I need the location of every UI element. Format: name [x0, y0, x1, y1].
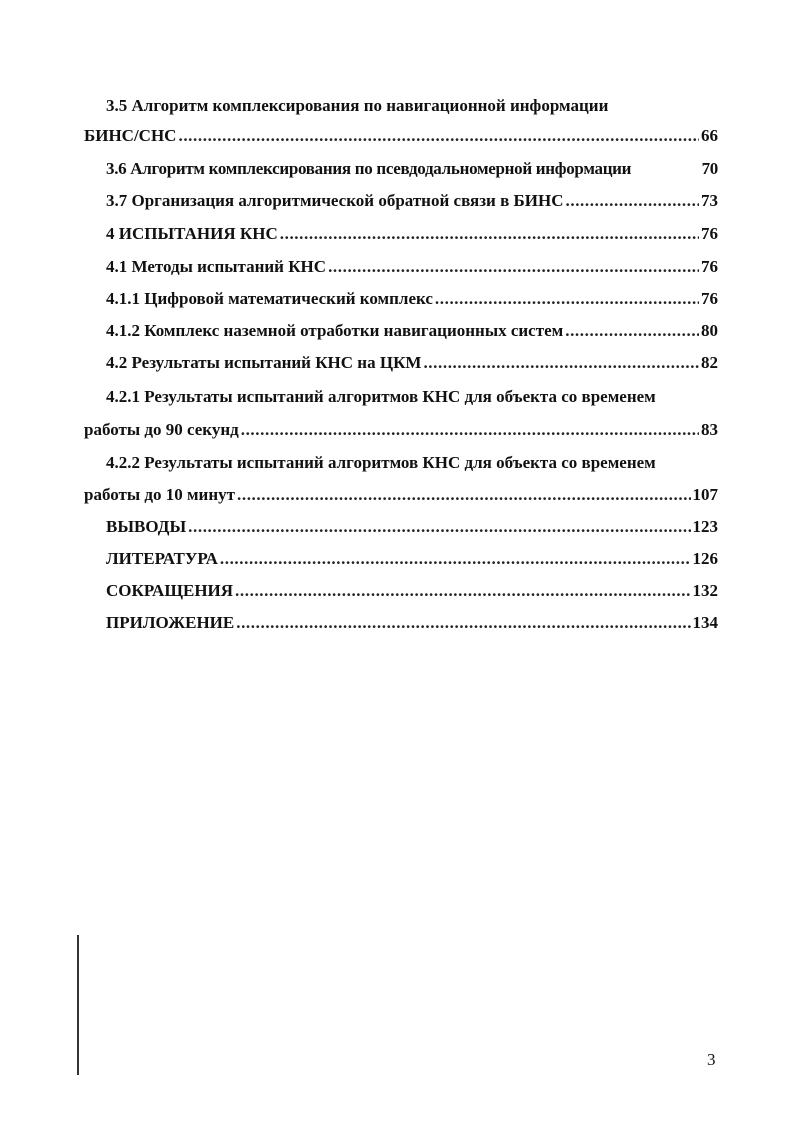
toc-entry-page: 83 — [701, 420, 718, 439]
toc-leader-dots — [423, 352, 699, 374]
toc-entry-conclusions — [106, 516, 718, 538]
toc-entry-appendix — [106, 612, 718, 634]
toc-entry-page: 123 — [692, 517, 718, 536]
toc-entry-text: ПРИЛОЖЕНИЕ — [106, 613, 235, 632]
toc-entry-page: 126 — [692, 549, 718, 568]
toc-entry-3-5-cont — [84, 125, 718, 147]
toc-entry-4-2 — [106, 352, 718, 374]
toc-leader-dots — [280, 223, 699, 245]
toc-leader-dots — [565, 320, 699, 342]
toc-entry-4-1 — [106, 256, 718, 278]
toc-entry-page: 70 — [701, 159, 718, 178]
toc-leader-dots — [235, 580, 690, 602]
toc-entry-text: 3.7 Организация алгоритмической обратной связи в БИНС — [106, 191, 564, 210]
toc-entry-text: ЛИТЕРАТУРА — [106, 549, 218, 568]
toc-leader-dots — [237, 484, 691, 506]
toc-leader-dots — [328, 256, 699, 278]
toc-entry-text: ВЫВОДЫ — [106, 517, 187, 536]
toc-entry-abbreviations — [106, 580, 718, 602]
toc-entry-page: 66 — [701, 126, 718, 145]
toc-leader-dots — [236, 612, 690, 634]
toc-entry-text: БИНС/СНС — [84, 126, 177, 145]
toc-entry-page: 80 — [701, 321, 718, 340]
toc-entry-text: СОКРАЩЕНИЯ — [106, 581, 234, 600]
toc-leader-dots — [566, 190, 700, 212]
toc-entry-page: 76 — [701, 289, 718, 308]
toc-entry-text: 3.6 Алгоритм комплексирования по псевдодальномерной информации — [106, 159, 632, 178]
toc-entry-text: 4 ИСПЫТАНИЯ КНС — [106, 224, 278, 243]
toc-entry-4-2-1 — [106, 386, 720, 408]
toc-entry-text: работы до 90 секунд — [84, 420, 239, 439]
toc-entry-4-1-2 — [106, 320, 718, 342]
toc-entry-text: 4.1 Методы испытаний КНС — [106, 257, 327, 276]
toc-entry-page: 134 — [692, 613, 718, 632]
toc-entry-text: 3.5 Алгоритм комплексирования по навигационной информации — [106, 96, 609, 115]
toc-entry-page: 76 — [701, 257, 718, 276]
toc-leader-dots — [178, 125, 699, 147]
toc-entry-text: 4.2.2 Результаты испытаний алгоритмов КНС для объекта со временем — [106, 453, 656, 472]
toc-entry-4-2-2 — [106, 452, 720, 474]
toc-entry-3-6 — [106, 158, 718, 180]
toc-entry-text: 4.2.1 Результаты испытаний алгоритмов КНС для объекта со временем — [106, 387, 656, 406]
toc-entry-4 — [106, 223, 718, 245]
toc-entry-4-1-1 — [106, 288, 718, 310]
toc-entry-literature — [106, 548, 718, 570]
toc-entry-text: 4.1.2 Комплекс наземной отработки навигационных систем — [106, 321, 564, 340]
binding-margin-line — [77, 935, 79, 1075]
toc-entry-text: 4.2 Результаты испытаний КНС на ЦКМ — [106, 353, 422, 372]
toc-entry-text: 4.1.1 Цифровой математический комплекс — [106, 289, 433, 308]
toc-entry-3-7 — [106, 190, 718, 212]
toc-entry-4-2-1-cont — [84, 419, 718, 441]
toc-entry-page: 76 — [701, 224, 718, 243]
toc-entry-text: работы до 10 минут — [84, 485, 235, 504]
toc-leader-dots — [435, 288, 699, 310]
toc-entry-page: 107 — [692, 485, 718, 504]
toc-leader-dots — [241, 419, 699, 441]
toc-entry-page: 82 — [701, 353, 718, 372]
toc-entry-4-2-2-cont — [84, 484, 718, 506]
page-number: 3 — [707, 1050, 716, 1069]
toc-leader-dots — [220, 548, 691, 570]
toc-entry-page: 132 — [692, 581, 718, 600]
toc-entry-page: 73 — [701, 191, 718, 210]
toc-leader-dots — [188, 516, 690, 538]
toc-entry-3-5 — [106, 95, 714, 117]
